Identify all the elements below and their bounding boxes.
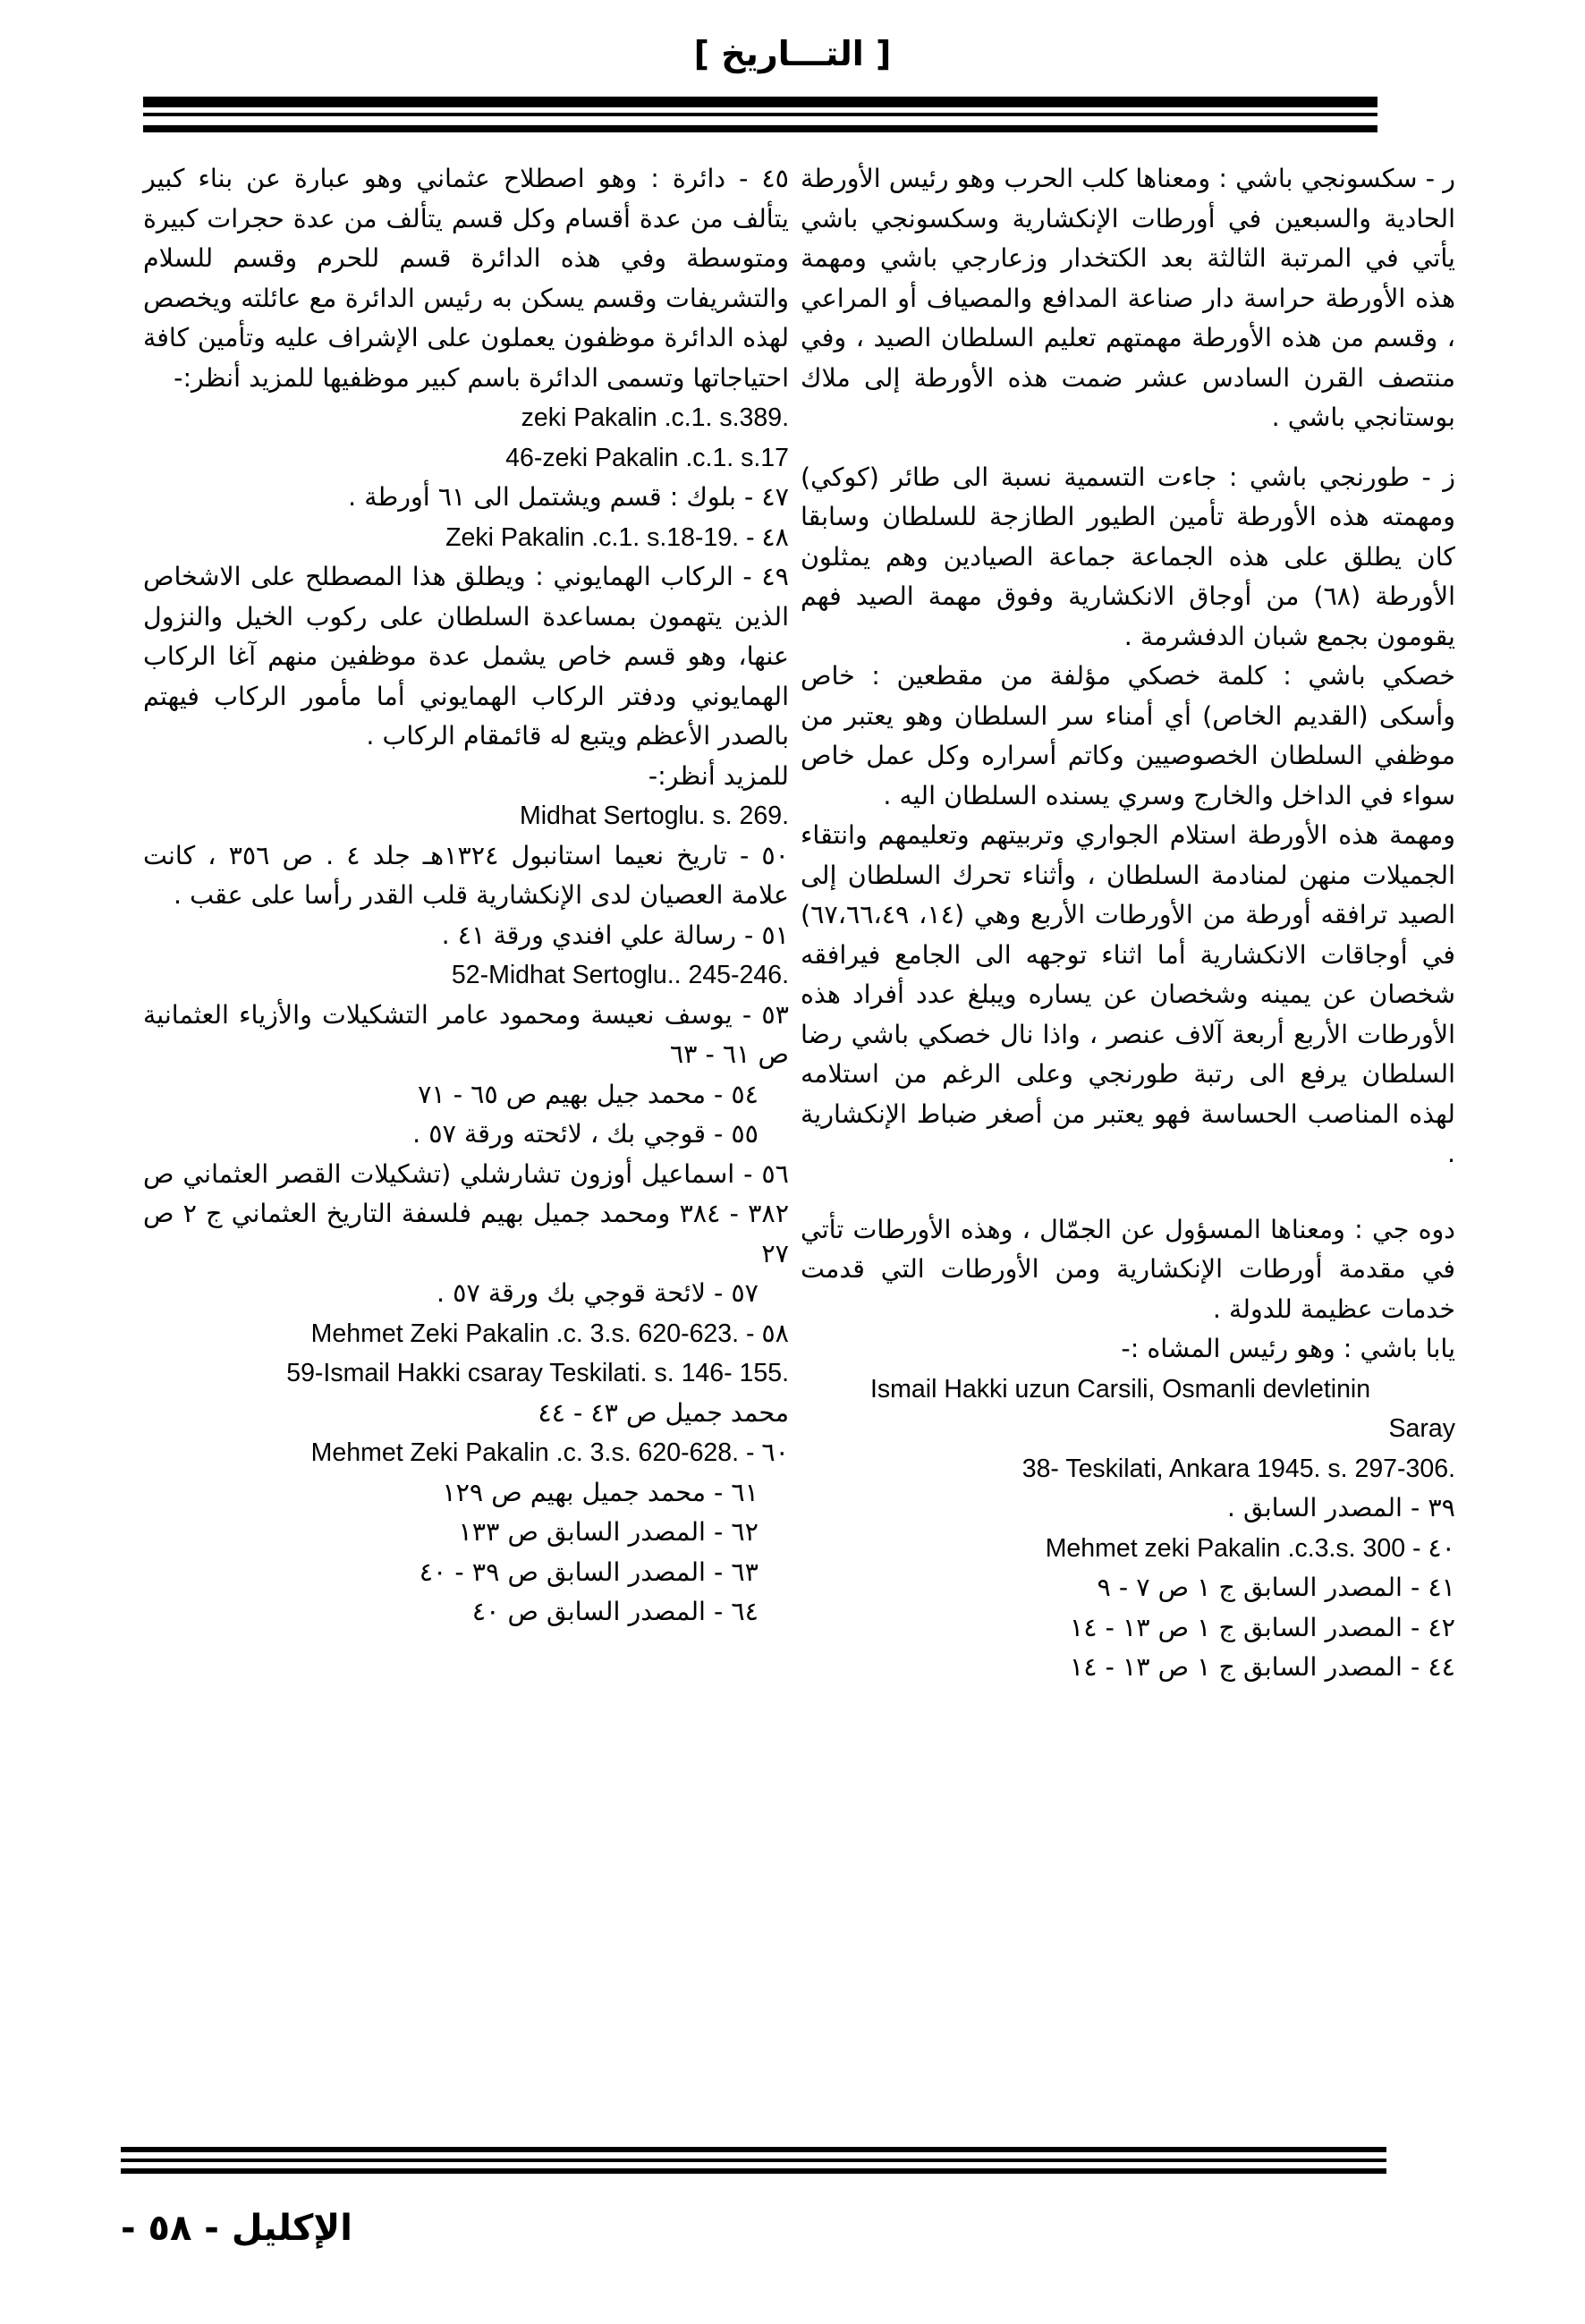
reference-53: ٥٣ - يوسف نعيسة ومحمود عامر التشكيلات والأزياء العثمانية ص ٦١ - ٦٣ xyxy=(143,999,789,1069)
reference-52: 52-Midhat Sertoglu.. 245-246. xyxy=(451,961,789,989)
reference-41: ٤١ - المصدر السابق ج ١ ص ٧ - ٩ xyxy=(1097,1573,1455,1602)
reference-47: ٤٧ - بلوك : قسم ويشتمل الى ٦١ أورطة . xyxy=(348,482,789,512)
footer-rule-top xyxy=(121,2147,1386,2152)
footer-rule-middle xyxy=(121,2159,1386,2162)
reference-59: 59-Ismail Hakki csaray Teskilati. s. 146- 155. xyxy=(286,1359,789,1387)
reference-38: 38- Teskilati, Ankara 1945. s. 297-306. xyxy=(1021,1454,1455,1483)
header-rule-bottom xyxy=(143,125,1377,132)
note-45: ٤٥ - دائرة : وهو اصطلاح عثماني وهو عبارة عن بناء كبير يتألف من عدة أقسام وكل قسم يتألف من عدة حجرات كبيرة ومتوسطة وفي هذه الدائرة قسم للحرم وقسم للسلام والتشريفات وقسم يسكن به رئيس الدائرة مع عائلته ويخصص لهذه الدائرة موظفون يعملون على الإشراف عليه وتأمين كافة احتياجاتها وتسمى الدائرة باسم كبير موظفيها للمزيد أنظر:- xyxy=(143,164,789,393)
reference-44: ٤٤ - المصدر السابق ج ١ ص ١٣ - ١٤ xyxy=(1069,1652,1455,1682)
reference-37-line1: Ismail Hakki uzun Carsili, Osmanli devletinin xyxy=(870,1374,1371,1404)
paragraph-deveci: دوه جي : ومعناها المسؤول عن الجمّال ، وهذه الأورطات تأتي في مقدمة أورطات الإنكشارية ومن الأورطات التي قدمت خدمات عظيمة للدولة . xyxy=(801,1214,1455,1324)
reference-49-source: Midhat Sertoglu. s. 269. xyxy=(519,802,789,830)
reference-48: Zeki Pakalin .c.1. s.18-19. - ٤٨ xyxy=(445,522,789,552)
reference-60: Mehmet Zeki Pakalin .c. 3.s. 620-628. - ٦٠ xyxy=(310,1438,789,1467)
reference-37-line2: Saray xyxy=(1388,1414,1455,1443)
paragraph-sekbanci: ر - سكسونجي باشي : ومعناها كلب الحرب وهو رئيس الأورطة الحادية والسبعين في أورطات الإنكشارية وسكسونجي باشي يأتي في المرتبة الثالثة بعد الكتخدار وزعارجي باشي ومهمة هذه الأورطة حراسة دار صناعة المدافع والمصياف أو المراعي ، وقسم من هذه الأورطة مهمتهم تعليم السلطان الصيد ، وفي منتصف القرن السادس عشر ضمت هذه الأورطة إلى ملاك بوستانجي باشي . xyxy=(801,164,1455,432)
paragraph-turnaci: ز - طورنجي باشي : جاءت التسمية نسبة الى طائر (كوكي) ومهمته هذه الأورطة تأمين الطيور الطازجة للسلطان وسابقا كان يطلق على هذه الجماعة جماعة الصيادين وهم يمثلون الأورطة (٦٨) من أوجاق الانكشارية وفوق مهمة الصيد فهم يقومون بجمع شبان الدفشرمة . xyxy=(801,462,1455,651)
left-column xyxy=(143,159,789,1633)
note-50: ٥٠ - تاريخ نعيما استانبول ١٣٢٤هـ جلد ٤ . ص ٣٥٦ ، كانت علامة العصيان لدى الإنكشارية قلب القدر رأسا على عقب . xyxy=(143,840,789,910)
reference-42: ٤٢ - المصدر السابق ج ١ ص ١٣ - ١٤ xyxy=(1069,1612,1455,1642)
reference-62: ٦٢ - المصدر السابق ص ١٣٣ xyxy=(458,1517,759,1547)
paragraph-yaya-basi: يابا باشي : وهو رئيس المشاه :- xyxy=(1121,1334,1455,1363)
page-header-title: [ التـــاريخ ] xyxy=(693,34,892,73)
reference-57: ٥٧ - لائحة قوجي بك ورقة ٥٧ . xyxy=(437,1278,759,1308)
reference-51: ٥١ - رسالة علي افندي ورقة ٤١ . xyxy=(441,920,789,950)
reference-46: 46-zeki Pakalin .c.1. s.17 xyxy=(505,443,789,472)
note-49-more: للمزيد أنظر:- xyxy=(648,760,789,791)
paragraph-haseki: خصكي باشي : كلمة خصكي مؤلفة من مقطعين : خاص وأسكى (القديم الخاص) أي أمناء سر السلطان وهو يعتبر من موظفي السلطان الخصوصيين وكاتم أسراره وكل عمل خاص سواء في الداخل والخارج وسري يسنده السلطان اليه . xyxy=(801,661,1455,810)
reference-39: ٣٩ - المصدر السابق . xyxy=(1226,1493,1455,1522)
reference-58: Mehmet Zeki Pakalin .c. 3.s. 620-623. - ٥٨ xyxy=(310,1319,789,1348)
footer-rule-bottom xyxy=(121,2168,1386,2174)
reference-61: ٦١ - محمد جميل بهيم ص ١٢٩ xyxy=(442,1477,759,1507)
reference-56: ٥٦ - اسماعيل أوزون تشارشلي (تشكيلات القصر العثماني ص ٣٨٢ - ٣٨٤ ومحمد جميل بهيم فلسفة التاريخ العثماني ج ٢ ص ٢٧ xyxy=(143,1158,790,1268)
reference-55: ٥٥ - قوجي بك ، لائحته ورقة ٥٧ . xyxy=(412,1119,759,1149)
reference-63: ٦٣ - المصدر السابق ص ٣٩ - ٤٠ xyxy=(419,1556,759,1587)
paragraph-haseki-duties: ومهمة هذه الأورطة استلام الجواري وتربيتهم وتعليمهم وانتقاء الجميلات منهن لمنادمة السلطان ، وأثناء تحرك السلطان إلى الصيد ترافقه أورطة من الأورطات الأربع وهي (١٤، ٦٧،٦٦،٤٩) في أوجاقات الانكشارية أما اثناء توجهه الى الجامع فيرافقه شخصان عن يمينه وشخصان عن يساره ويبلغ عدد أفراد هذه الأورطات الأربع أربعة آلاف عنصر ، واذا نال خصكي باشي رضا السلطان يرفع الى رتبة طورنجي وعلى الرغم من استلامه لهذه المناصب الحساسة فهو يعتبر من أصغر ضباط الإنكشارية . xyxy=(801,820,1456,1168)
page-footer: الإكليل - ٥٨ - xyxy=(121,2208,352,2249)
header-rule-thick xyxy=(143,97,1377,107)
reference-40: Mehmet zeki Pakalin .c.3.s. 300 - ٤٠ xyxy=(1045,1533,1455,1563)
reference-45-source: zeki Pakalin .c.1. s.389. xyxy=(521,403,789,432)
reference-64: ٦٤ - المصدر السابق ص ٤٠ xyxy=(471,1597,759,1626)
reference-59-extra: محمد جميل ص ٤٣ - ٤٤ xyxy=(538,1397,789,1428)
header-rule-thin xyxy=(143,113,1377,116)
note-49: ٤٩ - الركاب الهمايوني : ويطلق هذا المصطلح على الاشخاص الذين يتهمون بمساعدة السلطان على ركوب الخيل والنزول عنها، وهو قسم خاص يشمل عدة موظفين منهم آغا الركاب الهمايوني ودفتر الركاب الهمايوني أما مأمور الركاب فيهتم بالصدر الأعظم ويتبع له قائمقام الركاب . xyxy=(143,562,789,751)
right-column xyxy=(801,159,1455,1688)
reference-54: ٥٤ - محمد جيل بهيم ص ٦٥ - ٧١ xyxy=(418,1079,759,1109)
